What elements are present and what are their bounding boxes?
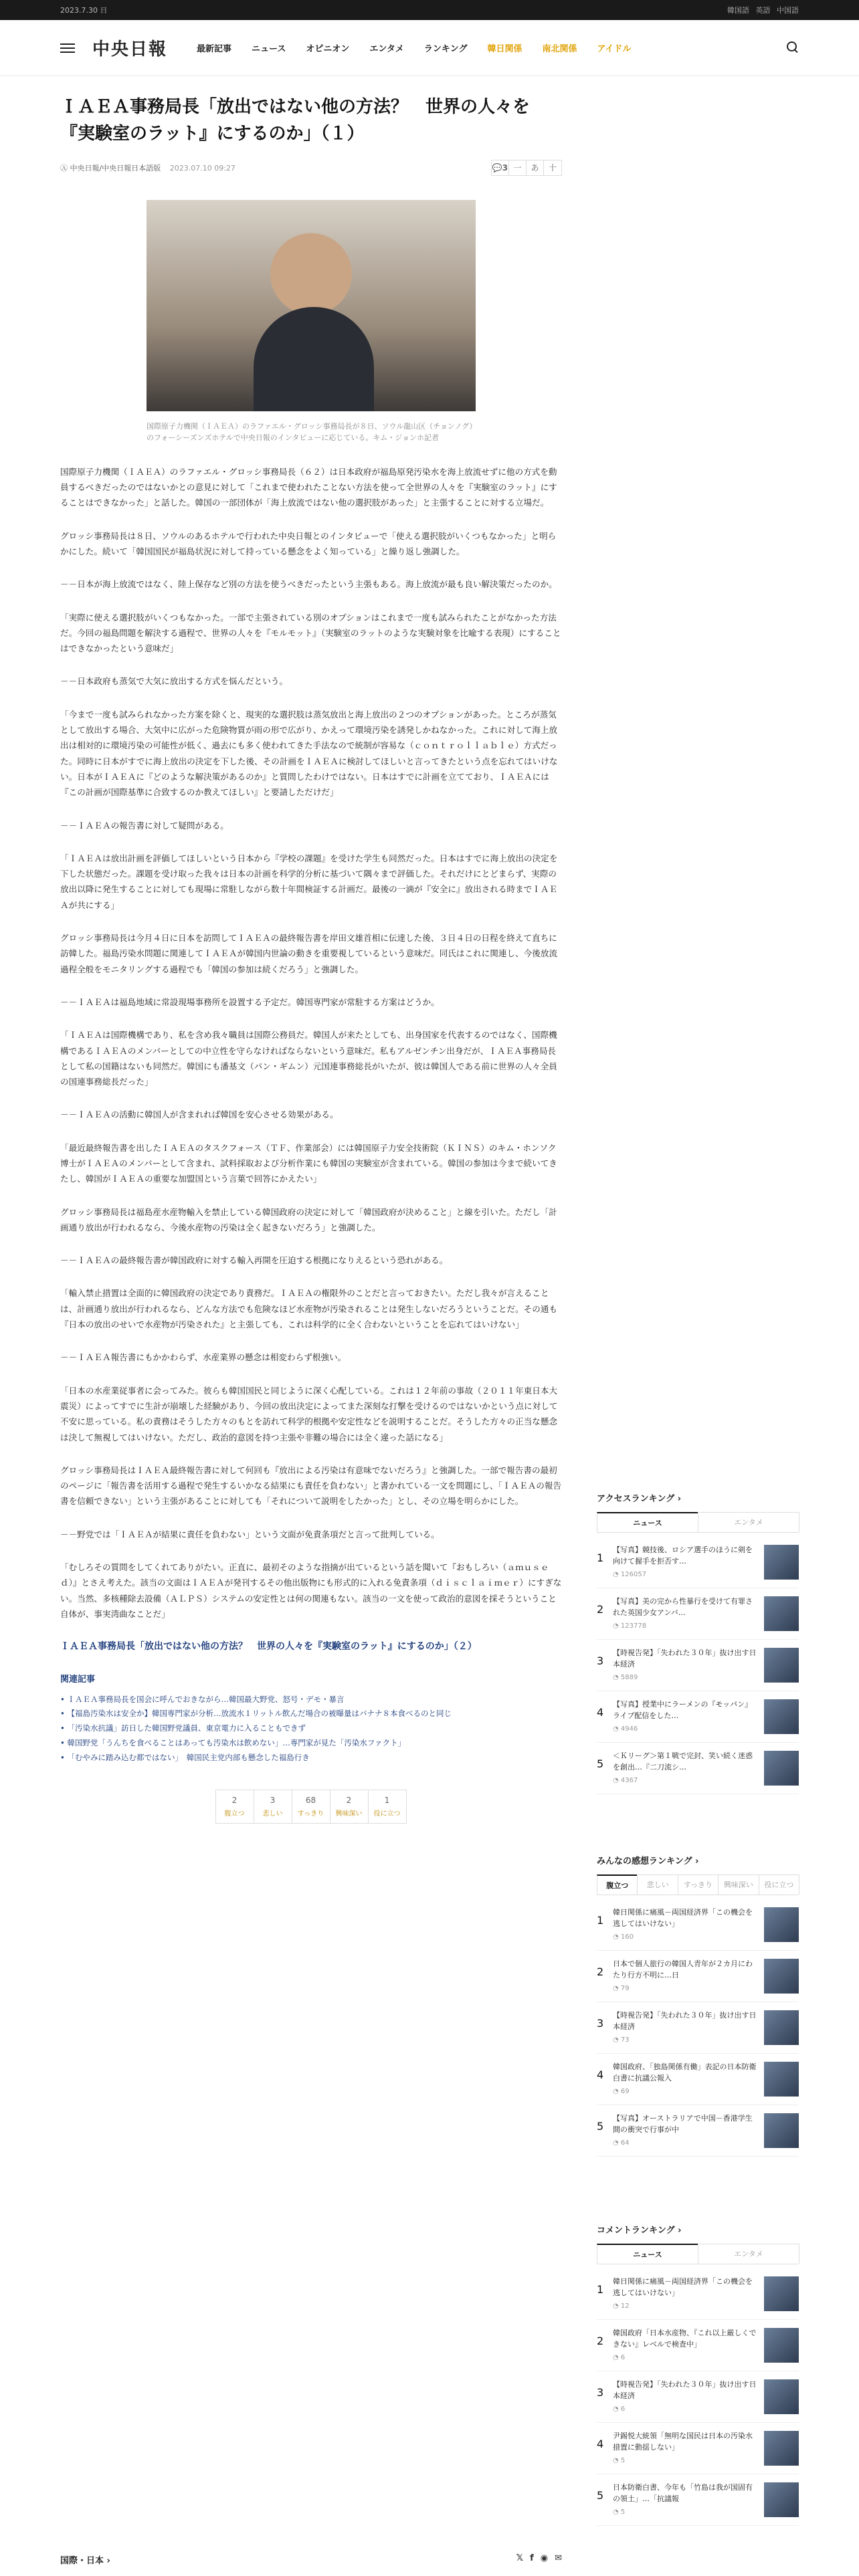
ranking-number: 4: [597, 2068, 604, 2081]
current-date: 2023.7.30 日: [60, 6, 108, 15]
ranking-count: ◔ 4946: [613, 1725, 638, 1733]
ranking-item[interactable]: [597, 1537, 799, 1588]
article-paragraph: 「実際に使える選択肢がいくつもなかった。一部で主張されている別のオプションはこれまで一度も試みられたことがなかった方法だ。今回の福島問題を解決する過程で、世界の人々を『モルモット』（実験室のラットのような実験対象を比喩する表現）にすることはできなかったという意味だ」: [60, 612, 561, 654]
ranking-item[interactable]: [597, 2054, 799, 2105]
nav-entertainment[interactable]: エンタメ: [369, 44, 404, 54]
reaction-button[interactable]: [330, 1790, 369, 1824]
ranking-number: 5: [597, 2120, 604, 2133]
related-article-link[interactable]: • ＩＡＥＡ事務局長を国会に呼んでおきながら…韓国最大野党、怒号・デモ・暴言: [60, 1693, 562, 1707]
ranking-item[interactable]: [597, 2320, 799, 2371]
font-increase-button[interactable]: 十: [548, 163, 557, 173]
reaction-label: 役に立つ: [373, 1810, 401, 1818]
view-count-icon: ◔: [613, 2139, 621, 2147]
reaction-button[interactable]: [368, 1790, 407, 1824]
ranking-thumbnail: [764, 2482, 799, 2517]
view-count-icon: ◔: [613, 2457, 621, 2464]
article-paragraph: －－ＩＡＥＡは福島地域に常設現場事務所を設置する予定だ。韓国専門家が常駐する方案はどうか。: [60, 996, 440, 1007]
tab-news[interactable]: ニュース: [597, 1512, 698, 1532]
reaction-button[interactable]: [215, 1790, 254, 1824]
thinking-ranking-tabs: [597, 1874, 799, 1895]
related-article-link[interactable]: • 【福島汚染水は安全か】韓国専門家が分析…放流水１リットル飲んだ場合の被曝量はバナナ８本食べるのと同じ: [60, 1707, 562, 1721]
article-paragraph: グロッシ事務局長はＩＡＥＡ最終報告書に対して何回も『放出による汚染は有意味でないだろう』と強調した。一部で報告書の最初のページに「報告書を活用する過程で発生するいかなる結果にも責任を負わない」と書かれている一文を問題にし、「ＩＡＥＡの報告書を信頼できない」という主張があることに対しても「それについて説明をしたかった」とし、その立場を明らかにした。: [60, 1465, 562, 1507]
article-paragraph: －－ＩＡＥＡの活動に韓国人が含まれれば韓国を安心させる効果がある。: [60, 1109, 339, 1120]
ranking-number: 1: [597, 2283, 604, 2296]
nav-news[interactable]: ニュース: [252, 44, 286, 54]
ranking-count: ◔ 69: [613, 2088, 630, 2095]
ranking-thumbnail: [764, 2113, 799, 2148]
comment-count-button[interactable]: 💬 3: [492, 160, 509, 175]
ranking-title: 【写真】競技後、ロシア選手のほうに剣を向けて握手を拒否す…: [613, 1545, 753, 1566]
photo-caption: 国際原子力機関（ＩＡＥＡ）のラファエル・グロッシ事務局長が８日、ソウル龍山区（チョンノグ）のフォーシーズンズホテルで中央日報のインタビューに応じている。キム・ジョンホ記者: [147, 421, 473, 443]
language-links: [723, 5, 799, 15]
article-paragraph: －－日本が海上放流ではなく、陸上保存など別の方法を使うべきだったという主張もある。海上放流が最も良い解決策だったのか。: [60, 579, 557, 590]
view-count-icon: ◔: [613, 1725, 621, 1733]
category-footer: [60, 2553, 562, 2566]
nav-ranking[interactable]: ランキング: [423, 44, 468, 54]
ranking-thumbnail: [764, 2062, 799, 2097]
ranking-item[interactable]: [597, 2474, 799, 2526]
reaction-count: 68: [305, 1795, 316, 1805]
ranking-count: ◔ 160: [613, 1933, 634, 1941]
reaction-buttons: [60, 1790, 562, 1824]
lang-english[interactable]: 英語: [755, 6, 771, 15]
ranking-thumbnail: [764, 2379, 799, 2414]
view-count-icon: ◔: [613, 2302, 621, 2310]
view-count-icon: ◔: [613, 2508, 621, 2516]
ranking-count: ◔ 126057: [613, 1571, 647, 1578]
article-paragraph: グロッシ事務局長は８日、ソウルのあるホテルで行われた中央日報とのインタビューで「使える選択肢がいくつもなかった」と明らかにした。続いて「韓国国民が福島状況に対して持っている懸念をよく知っている」と繰り返し強調した。: [60, 530, 557, 556]
ranking-title: ＜Ｋリーグ＞第１戦で完封、笑い続く迷惑を創出…『二刀流シ…: [613, 1751, 753, 1772]
article-paragraph: －－ＩＡＥＡの最終報告書が韓国政府に対する輸入再開を圧迫する根拠になりえるという恐れがある。: [60, 1255, 448, 1266]
ranking-number: 2: [597, 1603, 604, 1616]
article-paragraph: 国際原子力機関（ＩＡＥＡ）のラファエル・グロッシ事務局長（６２）は日本政府が福島原発汚染水を海上放流せずに他の方式を動員するべきだったのではないかとの意見に対して「これまで使われたことない方法を使って全世界の人々を『実験室のラット』にすることはできなかった」と話した。韓国の一部団体が「海上放流ではない他の選択肢があった」と主張することに対する立場だ。: [60, 466, 557, 508]
ranking-item[interactable]: [597, 1691, 799, 1743]
access-ranking: [597, 1491, 799, 1794]
thinking-ranking: [597, 1854, 799, 2157]
view-count-icon: ◔: [613, 1674, 621, 1681]
ranking-thumbnail: [764, 1751, 799, 1786]
nav-opinion[interactable]: オピニオン: [306, 44, 350, 54]
article-paragraph: －－野党では「ＩＡＥＡが結果に責任を負わない」という文面が免責条項だと言って批判している。: [60, 1529, 440, 1539]
reaction-count: 3: [270, 1795, 276, 1805]
line-icon[interactable]: ◉: [540, 2553, 549, 2563]
view-count-icon: ◔: [613, 1985, 621, 1992]
tab-entertainment[interactable]: エンタメ: [698, 1512, 799, 1532]
reaction-button[interactable]: [292, 1790, 330, 1824]
article-paragraph: 「むしろその質問をしてくれてありがたい。正直に、最初そのような指摘が出ているという話を聞いて『おもしろい（ａｍｕｓｅｄ）』とさえ考えた。該当の文面はＩＡＥＡが発刊するその他出版物にも形式的に入れる免責条項（ｄｉｓｃｌａｉｍｅｒ）にすぎない。当然、多核種除去設備（ＡＬＰＳ）システムの安定性とは何の関連もない。該当の一文を使って政治的意図を採そうということ自体が、事実湾曲なことだ」: [60, 1562, 562, 1619]
nav-latest[interactable]: 最新記事: [197, 44, 232, 54]
ranking-item[interactable]: [597, 1899, 799, 1951]
ranking-thumbnail: [764, 2328, 799, 2363]
ranking-number: 3: [597, 1654, 604, 1667]
article-paragraph: グロッシ事務局長は福島産水産物輸入を禁止している韓国政府の決定に対して「韓国政府が決めること」と線を引いた。ただし「計画通り放出が行われるなら、今後水産物の汚染は全く起きないだろう」と強調した。: [60, 1206, 557, 1232]
article-paragraph: －－ＩＡＥＡ報告書にもかかわらず、水産業界の懸念は相変わらず根強い。: [60, 1352, 347, 1363]
tab-angry[interactable]: 腹立つ: [597, 1874, 638, 1895]
font-size-label: あ: [527, 160, 544, 175]
reaction-label: 悲しい: [262, 1810, 283, 1818]
ranking-title: 日本防衛白書、今年も「竹島は我が国固有の領土」…「抗議報: [613, 2483, 753, 2503]
mail-icon[interactable]: ✉: [555, 2553, 562, 2563]
article-main: [60, 94, 562, 1824]
ranking-thumbnail: [764, 1545, 799, 1580]
view-count-icon: ◔: [613, 1933, 621, 1941]
ranking-item[interactable]: [597, 1743, 799, 1794]
ranking-item[interactable]: [597, 1640, 799, 1691]
lang-chinese[interactable]: 中国語: [777, 6, 799, 15]
article-title: ＩＡＥＡ事務局長「放出ではない他の方法？ 世界の人々を『実験室のラット』にするのか」（１）: [60, 97, 531, 144]
tab-entertainment[interactable]: エンタメ: [698, 2244, 799, 2264]
reaction-count: 2: [346, 1795, 352, 1805]
ranking-title: 韓国政府、「独島関係有働」表記の日本防衛白書に抗議公報入: [613, 2062, 757, 2082]
article-paragraph: 「ＩＡＥＡは放出計画を評価してほしいという日本から『学校の課題』を受けた学生も同然だった。日本はすでに海上放出の決定を下した状態だった。課題を受け取った我々は日本の計画を科学的分析に基づいて隅々まで評価した。それだけにとどまらず、実際の放出以降に発生することに対しても現場に常駐しながら数十年間検証する計画だ。最後の一滴が『安全に』放出される時までＩＡＥＡが共にする」: [60, 853, 558, 910]
view-count-icon: ◔: [613, 1622, 621, 1630]
article-meta: [60, 160, 562, 176]
facebook-icon[interactable]: f: [530, 2553, 534, 2563]
reaction-label: 興味深い: [335, 1810, 363, 1818]
ranking-title: 【写真】美の完から性暴行を受けて有罪された英国少女アンバ…: [613, 1597, 753, 1617]
ranking-item[interactable]: [597, 2423, 799, 2474]
ranking-count: ◔ 5889: [613, 1674, 638, 1681]
ranking-number: 5: [597, 1757, 604, 1770]
reaction-button[interactable]: [254, 1790, 292, 1824]
view-count-icon: ◔: [613, 2405, 621, 2413]
site-logo[interactable]: 中央日報: [92, 39, 168, 60]
view-count-icon: ◔: [613, 1777, 621, 1784]
ranking-title: 韓日関係に痛風－両国経済界「この機会を逃してはいけない」: [613, 2277, 753, 2297]
ranking-count: ◔ 5: [613, 2457, 626, 2464]
article-date: 2023.07.10 09:27: [169, 163, 235, 173]
article-paragraph: 「今まで一度も試みられなかった方案を除くと、現実的な選択肢は蒸気放出と海上放出の２つのオプションがあった。ところが蒸気として放出する場合、大気中に広がった危険物質が雨の形で広がり、かえって環境汚染を誘発しかねなかった。これに対して海上放出は相対的に環境汚染の可能性が低く、過去にも多く使われてきた手法なので統制が容易な（ｃｏｎｔｒｏｌｌａｂｌｅ）方式だった。同時に日本がすでに海上放出の決定を下した後、その計画をＩＡＥＡに検討してほしいと言ってきたという点を忘れてはいけない。日本がＩＡＥＡに『どのような解決策があるのか』と質問したわけではない。日本はすでに計画を立てており、ＩＡＥＡには『この計画が国際基準に合致するのか教えてほしい』と要請しただけだ」: [60, 709, 558, 798]
ranking-thumbnail: [764, 1648, 799, 1683]
ranking-thumbnail: [764, 2276, 799, 2311]
article-paragraph: －－日本政府も蒸気で大気に放出する方式を悩んだという。: [60, 676, 288, 687]
category-link[interactable]: 国際・日本 ›: [60, 2556, 110, 2566]
ranking-thumbnail: [764, 1959, 799, 1994]
next-part-link[interactable]: ＩＡＥＡ事務局長「放出ではない他の方法？ 世界の人々を『実験室のラット』にするのか」（２）: [60, 1641, 477, 1652]
ranking-count: ◔ 6: [613, 2405, 626, 2413]
tab-sad[interactable]: 悲しい: [637, 1874, 678, 1895]
ranking-item[interactable]: [597, 2268, 799, 2320]
related-article-link[interactable]: • 「むやみに踏み込む都ではない」 韓国民主党内部も懸念した福島行き: [60, 1751, 562, 1765]
article-source[interactable]: 中央日報/中央日報日本語版: [70, 163, 161, 173]
ranking-count: ◔ 79: [613, 1985, 630, 1992]
tab-helpful[interactable]: 役に立つ: [759, 1874, 799, 1895]
ranking-count: ◔ 5: [613, 2508, 626, 2516]
article-tools: [491, 160, 562, 176]
ranking-count: ◔ 64: [613, 2139, 630, 2147]
tab-refreshed[interactable]: すっきり: [678, 1874, 719, 1895]
source-icon: Ⓐ: [60, 163, 70, 173]
ranking-thumbnail: [764, 2431, 799, 2466]
ranking-item[interactable]: [597, 2371, 799, 2423]
search-icon[interactable]: [787, 41, 799, 53]
view-count-icon: ◔: [613, 2088, 621, 2095]
related-articles: [60, 1672, 562, 1765]
top-bar: [0, 0, 859, 20]
ranking-count: ◔ 4367: [613, 1777, 638, 1784]
ranking-count: ◔ 6: [613, 2354, 626, 2361]
ranking-number: 4: [597, 1706, 604, 1719]
ranking-number: 3: [597, 2017, 604, 2030]
ranking-item[interactable]: [597, 2105, 799, 2157]
font-decrease-button[interactable]: 一: [509, 160, 527, 175]
twitter-icon[interactable]: 𝕏: [516, 2553, 524, 2563]
ranking-title: 【時視告発】「失われた３０年」抜け出す日本経済: [613, 1648, 757, 1669]
reaction-label: 腹立つ: [224, 1810, 245, 1818]
reaction-count: 1: [384, 1795, 390, 1805]
article-photo: [147, 200, 476, 411]
view-count-icon: ◔: [613, 1571, 621, 1578]
ranking-number: 5: [597, 2489, 604, 2502]
ranking-number: 1: [597, 1551, 604, 1564]
comment-ranking: [597, 2223, 799, 2526]
ranking-number: 1: [597, 1914, 604, 1927]
article-paragraph: 「輸入禁止措置は全面的に韓国政府の決定であり責務だ。ＩＡＥＡの権限外のことだと言っておきたい。ただし我々が言えることは、計画通り放出が行われるなら、どんな方法でも危険なほど水産物が汚染されることは発生しないだろうということだ。その通も『日本の放出のせいで水産物が汚染された』と主張しても、これは科学的に全く合わないということを忘れてはいけない」: [60, 1288, 558, 1330]
ranking-count: ◔ 73: [613, 2036, 630, 2044]
ranking-item[interactable]: [597, 1951, 799, 2002]
related-article-link[interactable]: • 「汚染水抗議」訪日した韓国野党議員、東京電力に入ることもできず: [60, 1721, 562, 1736]
ranking-title: 【写真】授業中にラーメンの『モッパン』ライブ配信をした…: [613, 1700, 753, 1720]
ranking-title: 韓日関係に痛風－両国経済界「この機会を逃してはいけない」: [613, 1908, 753, 1928]
ranking-number: 2: [597, 2335, 604, 2347]
ranking-thumbnail: [764, 2010, 799, 2045]
nav-north-south[interactable]: 南北関係: [542, 44, 577, 54]
article-paragraph: 「ＩＡＥＡは国際機構であり、私を含め我々職員は国際公務員だ。韓国人が来たとしても、出身国家を代表するのではなく、国際機構であるＩＡＥＡのメンバーとしての中立性を守らなければならないという意味だ。私もアルゼンチン出身だが、ＩＡＥＡ事務局長として私の国籍はないも同然だ。韓国にも潘基文（パン・ギムン）元国連事務総長がいたが、彼は韓国人である前に世界の人々全員の国連事務総長だった」: [60, 1030, 557, 1087]
article-paragraph: グロッシ事務局長は今月４日に日本を訪問してＩＡＥＡの最終報告書を岸田文雄首相に伝達した後、３日４日の日程を終えて直ちに訪韓した。福島汚染水問題に関連してＩＡＥＡが韓国内世論の動きを重要視しているという意味だ。同氏はこれに関連し、今後放流過程全般をモニタリングする過程でも「韓国の参加は続くだろう」と強調した。: [60, 933, 558, 974]
ranking-title: 尹錫悦大統領「無明な国民は日本の汚染水措置に動揺しない」: [613, 2432, 753, 2452]
ranking-count: ◔ 123778: [613, 1622, 647, 1630]
related-heading: 関連記事: [60, 1674, 96, 1685]
ranking-title: 【写真】オーストラリアで中国－香港学生間の衝突で行事が中: [613, 2114, 753, 2134]
tab-news[interactable]: ニュース: [597, 2244, 698, 2264]
article-paragraph: 「最近最終報告書を出したＩＡＥＡのタスクフォース（ＴＦ、作業部会）には韓国原子力安全技術院（ＫＩＮＳ）のキム・ホンソク博士がＩＡＥＡのメンバーとして含まれ、試料採取および分析作業にも韓国の実験室が含まれている。韓国の参加は今まで続いてきたし、韓国がＩＡＥＡの重要な加盟国という言葉で回答にかえたい」: [60, 1142, 557, 1184]
article-paragraph: 「日本の水産業従事者に会ってみた。彼らも韓国国民と同じように深く心配している。これは１２年前の事故（２０１１年東日本大震災）によってすでに生計が崩壊した経験があり、今回の放出決定によってまた深刻な打撃を受けるのではないかという点に対して不安に思っている。私の責務はそうした方々のもとを訪れて科学的根拠や安定性などを説明することだ。そうした方々の正当な懸念は決して無視してはいけない。ただし、政治的意図を持つ主張や非難の場合には全く違った話になる」: [60, 1385, 558, 1442]
ranking-title: 韓国政府「日本水産物、『これ以上厳しくできない』レベルで検査中」: [613, 2329, 757, 2349]
access-ranking-tabs: [597, 1512, 799, 1533]
ranking-thumbnail: [764, 1907, 799, 1942]
comment-ranking-tabs: [597, 2244, 799, 2264]
access-ranking-heading[interactable]: アクセスランキング ›: [597, 1494, 682, 1504]
ranking-count: ◔ 12: [613, 2302, 630, 2310]
ranking-title: 日本で個人旅行の韓国人青年が２カ月にわたり行方不明に…日: [613, 1959, 753, 1979]
lang-korean[interactable]: 韓国語: [727, 6, 749, 15]
thinking-ranking-heading[interactable]: みんなの感想ランキング ›: [597, 1856, 699, 1866]
ranking-thumbnail: [764, 1596, 799, 1631]
article-paragraph: －－ＩＡＥＡの報告書に対して疑問がある。: [60, 820, 229, 831]
nav-japan-korea[interactable]: 韓日関係: [487, 44, 522, 54]
ranking-number: 2: [597, 1965, 604, 1978]
view-count-icon: ◔: [613, 2354, 621, 2361]
reaction-count: 2: [231, 1795, 237, 1805]
related-article-link[interactable]: • 韓国野党「うんちを食べることはあっても汚染水は飲めない」…専門家が見た「汚染水ファクト」: [60, 1736, 562, 1751]
ranking-title: 【時視告発】「失われた３０年」抜け出す日本経済: [613, 2380, 757, 2400]
tab-interesting[interactable]: 興味深い: [718, 1874, 759, 1895]
ranking-title: 【時視告発】「失われた３０年」抜け出す日本経済: [613, 2011, 757, 2031]
view-count-icon: ◔: [613, 2036, 621, 2044]
ranking-thumbnail: [764, 1699, 799, 1734]
nav-links: [197, 41, 631, 54]
nav-idol[interactable]: アイドル: [597, 44, 632, 54]
main-nav: [0, 20, 859, 76]
share-icons: [516, 2553, 562, 2566]
ranking-number: 3: [597, 2386, 604, 2399]
ranking-item[interactable]: [597, 2002, 799, 2054]
article-body: [60, 464, 562, 1622]
reaction-label: すっきり: [297, 1810, 324, 1818]
ranking-number: 4: [597, 2438, 604, 2450]
ranking-item[interactable]: [597, 1588, 799, 1640]
comment-ranking-heading[interactable]: コメントランキング ›: [597, 2226, 682, 2236]
hamburger-menu-icon[interactable]: [60, 43, 75, 53]
